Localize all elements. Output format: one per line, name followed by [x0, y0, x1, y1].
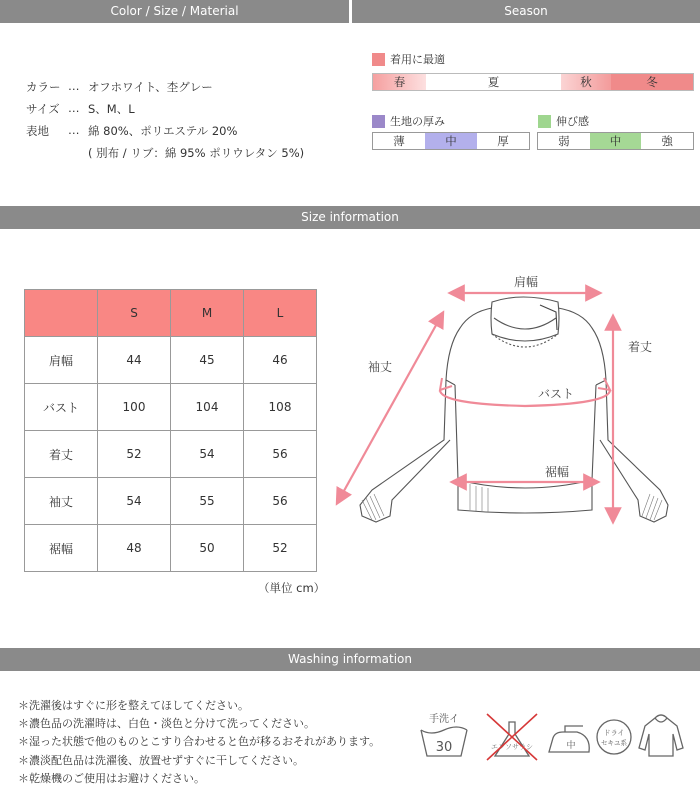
stretch-legend [538, 113, 589, 129]
sweater-diagram [330, 262, 700, 537]
color-value: オフホワイト、杢グレー [88, 80, 213, 94]
size-table [24, 289, 317, 572]
thickness-swatch [372, 115, 385, 128]
hand-wash-icon [421, 712, 467, 756]
iron-label: 中 [566, 741, 576, 751]
table-row [25, 478, 317, 525]
table-row [25, 384, 317, 431]
thickness-scale [372, 132, 530, 150]
stretch-swatch [538, 115, 551, 128]
sleeve-arrow [340, 318, 440, 498]
bust-label: バスト [538, 387, 575, 401]
table-row [25, 431, 317, 478]
washing-note: ＊濃淡配色品は洗濯後、放置せずすぐに干してください。 [18, 753, 304, 767]
iron-icon [549, 726, 589, 752]
season-summer: 夏 [426, 74, 561, 90]
season-swatch [372, 53, 385, 66]
row-label-bust: バスト [25, 384, 98, 431]
size-information-header: Size information [0, 206, 700, 229]
row-label-sleeve: 袖丈 [25, 478, 98, 525]
dry-label-2: セキユ系 [601, 739, 627, 747]
table-cell: 104 [171, 384, 244, 431]
fabric-note: ( 別布 / リブ：綿 95% ポリウレタン 5%) [88, 146, 305, 160]
table-cell: 55 [171, 478, 244, 525]
measurement-arrows [340, 293, 613, 516]
stretch-title: 伸び感 [556, 115, 589, 128]
hem-label: 裾幅 [545, 465, 570, 479]
stretch-medium: 中 [590, 133, 642, 149]
season-title: 着用に最適 [390, 53, 445, 66]
fabric-value: 綿 80%、ポリエステル 20% [88, 124, 238, 138]
row-label-shoulder: 肩幅 [25, 337, 98, 384]
length-label: 着丈 [628, 340, 653, 354]
season-spring: 春 [373, 74, 426, 90]
table-cell: 54 [171, 431, 244, 478]
table-cell: 56 [244, 478, 317, 525]
washing-notes [18, 697, 380, 788]
thickness-medium: 中 [425, 133, 477, 149]
table-cell: 56 [244, 431, 317, 478]
season-autumn: 秋 [561, 74, 611, 90]
table-cell: 52 [98, 431, 171, 478]
size-col-m: M [171, 290, 244, 337]
table-cell: 54 [98, 478, 171, 525]
flat-dry-sweater-icon [639, 715, 683, 756]
table-cell: 44 [98, 337, 171, 384]
washing-note: ＊濃色品の洗濯時は、白色・淡色と分けて洗ってください。 [18, 717, 315, 731]
hand-wash-label: 手洗イ [429, 714, 459, 725]
table-cell: 108 [244, 384, 317, 431]
size-sep: … [68, 101, 80, 115]
dry-clean-icon [597, 720, 631, 754]
washing-information-header: Washing information [0, 648, 700, 671]
table-cell: 48 [98, 525, 171, 572]
thickness-legend [372, 113, 445, 129]
dry-label-1: ドライ [603, 729, 625, 737]
size-value: S、M、L [88, 102, 135, 116]
no-bleach-icon [487, 714, 537, 760]
table-row [25, 525, 317, 572]
season-header: Season [352, 0, 700, 23]
row-label-hem: 裾幅 [25, 525, 98, 572]
color-label: カラー [26, 80, 61, 94]
size-label: サイズ [26, 102, 60, 116]
size-table-header-row [25, 290, 317, 337]
sweater-outline [360, 297, 668, 522]
table-cell: 100 [98, 384, 171, 431]
fabric-label: 表地 [26, 124, 49, 138]
unit-note: （単位 cm） [258, 581, 326, 595]
color-sep: … [68, 79, 80, 93]
hand-wash-temp: 30 [435, 740, 453, 755]
sleeve-label: 袖丈 [368, 360, 393, 374]
season-legend [372, 51, 445, 67]
stretch-strong: 強 [661, 134, 673, 148]
washing-note: ＊洗濯後はすぐに形を整えてほしてください。 [18, 699, 249, 712]
size-col-l: L [244, 290, 317, 337]
stretch-scale [537, 132, 694, 150]
color-size-material-header: Color / Size / Material [0, 0, 349, 23]
spec-block [0, 0, 350, 200]
stretch-weak: 弱 [558, 134, 570, 148]
table-cell: 50 [171, 525, 244, 572]
washing-note: ＊湿った状態で他のものとこすり合わせると色が移るおそれがあります。 [18, 735, 381, 749]
bleach-label: エンソサラシ [491, 743, 533, 751]
season-winter: 冬 [611, 74, 693, 90]
table-cell: 46 [244, 337, 317, 384]
table-cell: 45 [171, 337, 244, 384]
size-col-s: S [98, 290, 171, 337]
thickness-thick: 厚 [497, 134, 509, 148]
care-icons [415, 708, 691, 764]
row-label-length: 着丈 [25, 431, 98, 478]
size-table-corner [25, 290, 98, 337]
shoulder-label: 肩幅 [513, 275, 539, 289]
fabric-sep: … [68, 123, 80, 137]
cuff-ribbing [362, 484, 662, 520]
table-cell: 52 [244, 525, 317, 572]
thickness-thin: 薄 [393, 134, 405, 148]
table-row [25, 337, 317, 384]
thickness-title: 生地の厚み [390, 115, 445, 128]
bust-arc [440, 390, 610, 406]
season-scale [372, 73, 694, 91]
washing-note: ＊乾燥機のご使用はお避けください。 [18, 771, 205, 785]
